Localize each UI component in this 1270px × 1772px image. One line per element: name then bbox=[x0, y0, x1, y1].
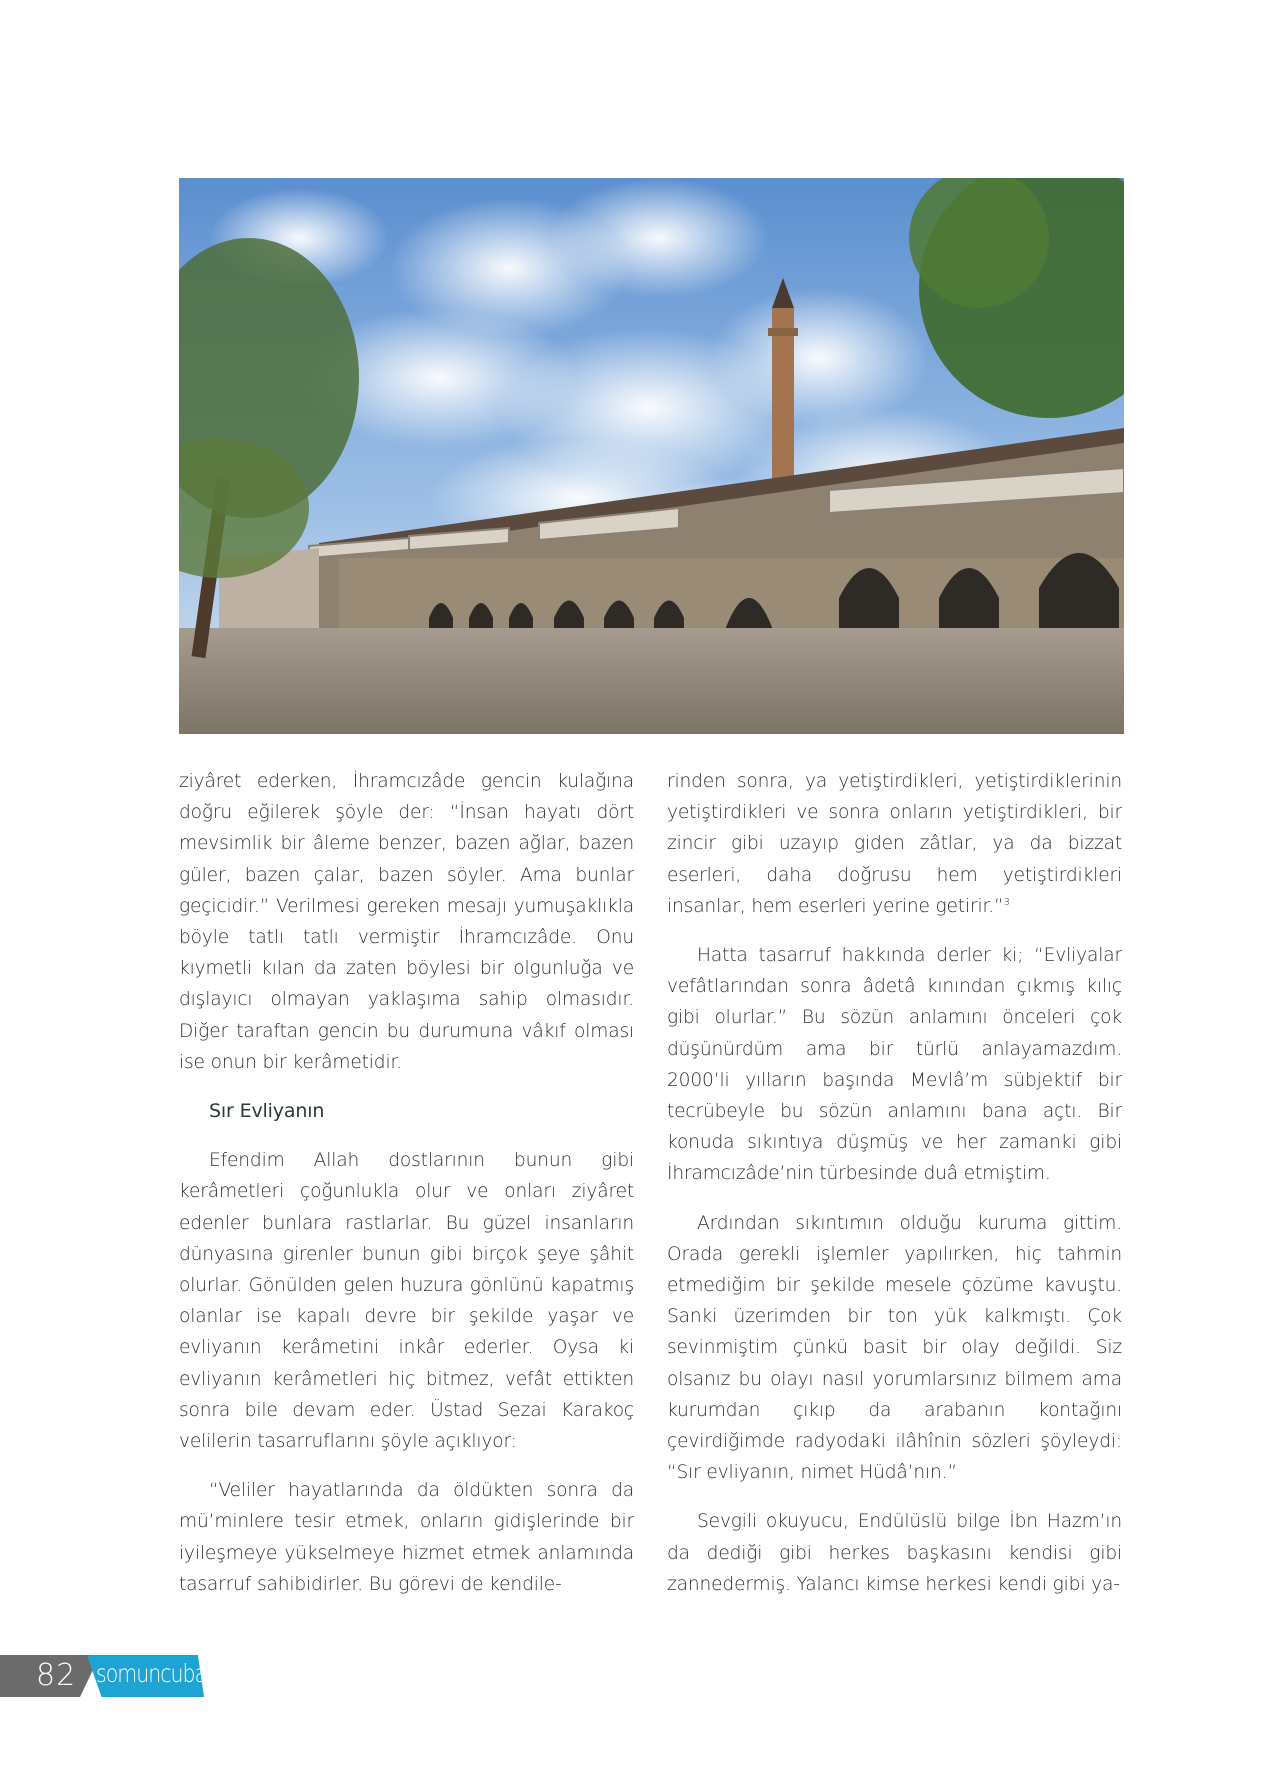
mosque-courtyard-photo bbox=[179, 178, 1124, 734]
paragraph bbox=[667, 766, 1122, 922]
section-heading: Sır Evliyanın bbox=[209, 1100, 325, 1123]
courtyard-pavement bbox=[179, 628, 1124, 734]
paragraph: Hatta tasarruf hakkında derler ki; “Evliyalar vefâtlarından sonra âdetâ kınından çıkmış kılıç gibi olurlar.” Bu sözün anlamını önceleri çok düşünürdüm ama bir türlü anlayamazdım. 2000’li yılların başında Mevlâ’m sübjektif bir tecrübeyle bu sözün anlamını bana açtı. Bir konuda sıkıntıya düşmüş ve her zamanki gibi İhramcızâde’nin türbesinde duâ etmiştim. bbox=[667, 945, 1122, 1185]
right-column bbox=[667, 766, 1122, 1600]
left-column bbox=[179, 766, 634, 1600]
paragraph: Efendim Allah dostlarının bunun gibi kerâmetleri çoğunlukla olur ve onları ziyâret edenler bunlara rastlarlar. Bu güzel insanların dünyasına girenler bunun gibi birçok şeye şâhit olurlar. Gönülden gelen huzura gönlünü kapatmış olanlar ise kapalı devre bir şekilde yaşar ve evliyanın kerâmetini inkâr ederler. Oysa ki evliyanın kerâmetleri hiç bitmez, vefât ettikten sonra bile devam eder. Üstad Sezai Karakoç velilerin tasarruflarını şöyle açıklıyor: bbox=[179, 1150, 634, 1453]
paragraph: ziyâret ederken, İhramcızâde gencin kulağına doğru eğilerek şöyle der: “İnsan hayatı dört mevsimlik bir âleme benzer, bazen ağlar, bazen güler, bazen çalar, bazen söyler. Ama bunlar geçicidir.” Verilmesi gereken mesajı yumuşaklıkla böyle tatlı tatlı vermiştir İhramcızâde. Onu kıymetli kılan da zaten böylesi bir olgunluğa ve dışlayıcı olmayan yaklaşıma sahip olmasıdır. Diğer taraftan gencin bu durumuna vâkıf olması ise onun bir kerâmetidir. bbox=[179, 771, 634, 1073]
paragraph: “Veliler hayatlarında da öldükten sonra da mü’minlere tesir etmek, onların gidişlerinde bir iyileşmeye yükselmeye hizmet etmek anlamında tasarruf sahibidirler. Bu görevi de kendile- bbox=[179, 1480, 634, 1595]
paragraph-text: rinden sonra, ya yetiştirdikleri, yetiştirdiklerinin yetiştirdikleri ve sonra onların yetiştirdikleri, bir zincir gibi uzayıp giden zâtlar, ya da bizzat eserleri, daha doğrusu hem yetiştirdikleri insanlar, hem eserleri yerine getirir.” bbox=[667, 771, 1122, 917]
page-number: 82 bbox=[36, 1658, 77, 1693]
paragraph: Ardından sıkıntımın olduğu kuruma gittim. Orada gerekli işlemler yapılırken, hiç tahmin etmediğim bir şekilde mesele çözüme kavuştu. Sanki üzerimden bir ton yük kalkmıştı. Çok sevinmiştim çünkü basit bir olay değildi. Siz olsanız bu olayı nasıl yorumlarsınız bilmem ama kurumdan çıkıp da arabanın kontağını çevirdiğimde radyodaki ilâhînin sözleri şöyleydi: “Sır evliyanın, nimet Hüdâ’nın.” bbox=[667, 1212, 1122, 1484]
footnote-ref[interactable]: 3 bbox=[1003, 896, 1010, 908]
paragraph: Sevgili okuyucu, Endülüslü bilge İbn Hazm’ın da dediği gibi herkes başkasını kendisi gibi zannedermiş. Yalancı kimse herkesi kendi gibi ya- bbox=[667, 1511, 1122, 1595]
photo-illustration bbox=[179, 178, 1124, 734]
brand-logo: somuncubaba bbox=[96, 1659, 230, 1688]
